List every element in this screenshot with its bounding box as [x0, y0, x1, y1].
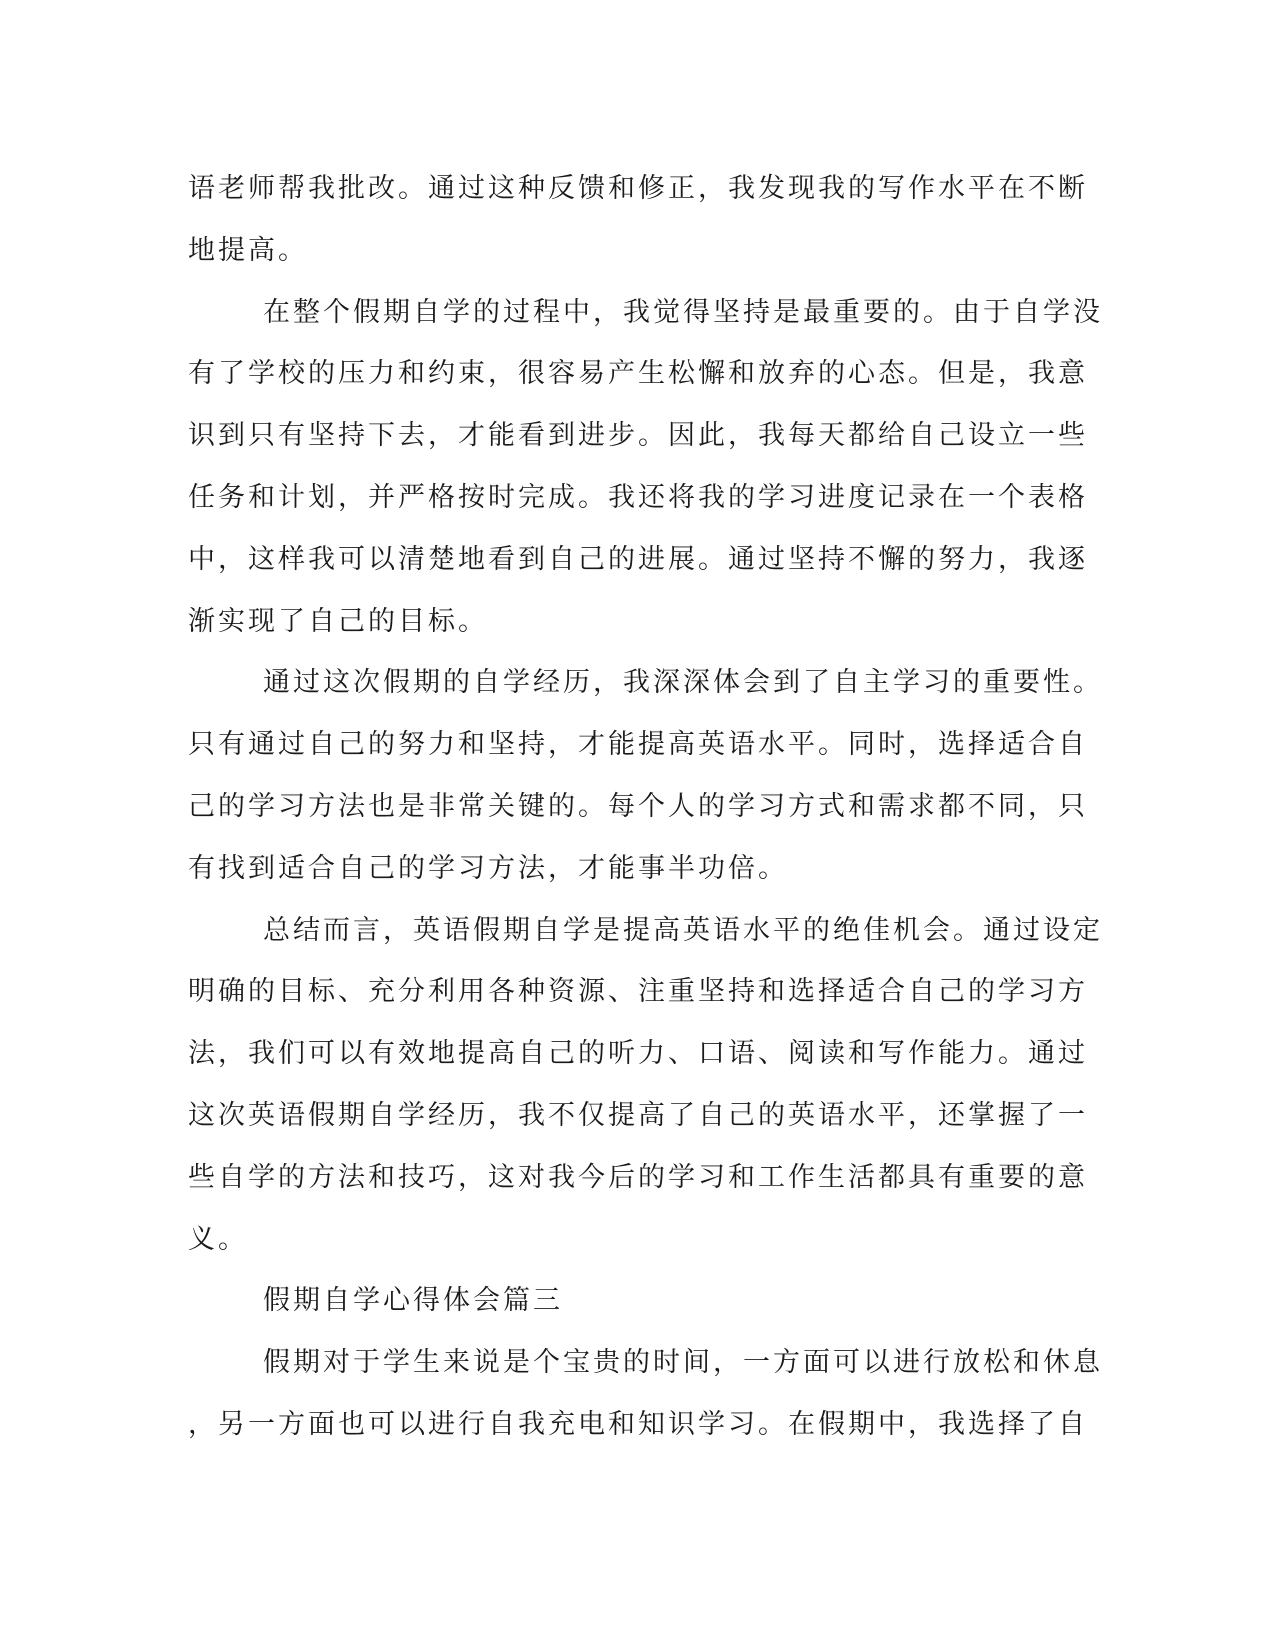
section-heading: 假期自学心得体会篇三 [263, 1285, 563, 1317]
paragraph-start-line: 总结而言，英语假期自学是提高英语水平的绝佳机会。通过设定 [263, 914, 1103, 946]
text-line: 些自学的方法和技巧，这对我今后的学习和工作生活都具有重要的意 [188, 1161, 1088, 1193]
text-line: 有找到适合自己的学习方法，才能事半功倍。 [188, 852, 788, 884]
text-line: ，另一方面也可以进行自我充电和知识学习。在假期中，我选择了自 [188, 1408, 1088, 1440]
text-line: 只有通过自己的努力和坚持，才能提高英语水平。同时，选择适合自 [188, 729, 1088, 761]
text-line: 己的学习方法也是非常关键的。每个人的学习方式和需求都不同，只 [188, 790, 1088, 822]
text-line: 语老师帮我批改。通过这种反馈和修正，我发现我的写作水平在不断 [188, 173, 1088, 204]
paragraph-start-line: 假期对于学生来说是个宝贵的时间，一方面可以进行放松和休息 [263, 1347, 1103, 1379]
text-line: 法，我们可以有效地提高自己的听力、口语、阅读和写作能力。通过 [188, 1038, 1088, 1070]
paragraph-start-line: 在整个假期自学的过程中，我觉得坚持是最重要的。由于自学没 [263, 296, 1103, 328]
text-line: 识到只有坚持下去，才能看到进步。因此，我每天都给自己设立一些 [188, 420, 1088, 452]
text-line: 任务和计划，并严格按时完成。我还将我的学习进度记录在一个表格 [188, 481, 1088, 513]
document-body [188, 158, 1103, 1456]
paragraph-start-line: 通过这次假期的自学经历，我深深体会到了自主学习的重要性。 [263, 667, 1103, 699]
text-line: 中，这样我可以清楚地看到自己的进展。通过坚持不懈的努力，我逐 [188, 543, 1088, 575]
text-line: 义。 [188, 1223, 248, 1255]
text-line: 有了学校的压力和约束，很容易产生松懈和放弃的心态。但是，我意 [188, 358, 1088, 390]
text-line: 地提高。 [188, 234, 308, 266]
text-line: 明确的目标、充分利用各种资源、注重坚持和选择适合自己的学习方 [188, 976, 1088, 1008]
text-line: 渐实现了自己的目标。 [188, 605, 488, 637]
text-line: 这次英语假期自学经历，我不仅提高了自己的英语水平，还掌握了一 [188, 1099, 1088, 1131]
